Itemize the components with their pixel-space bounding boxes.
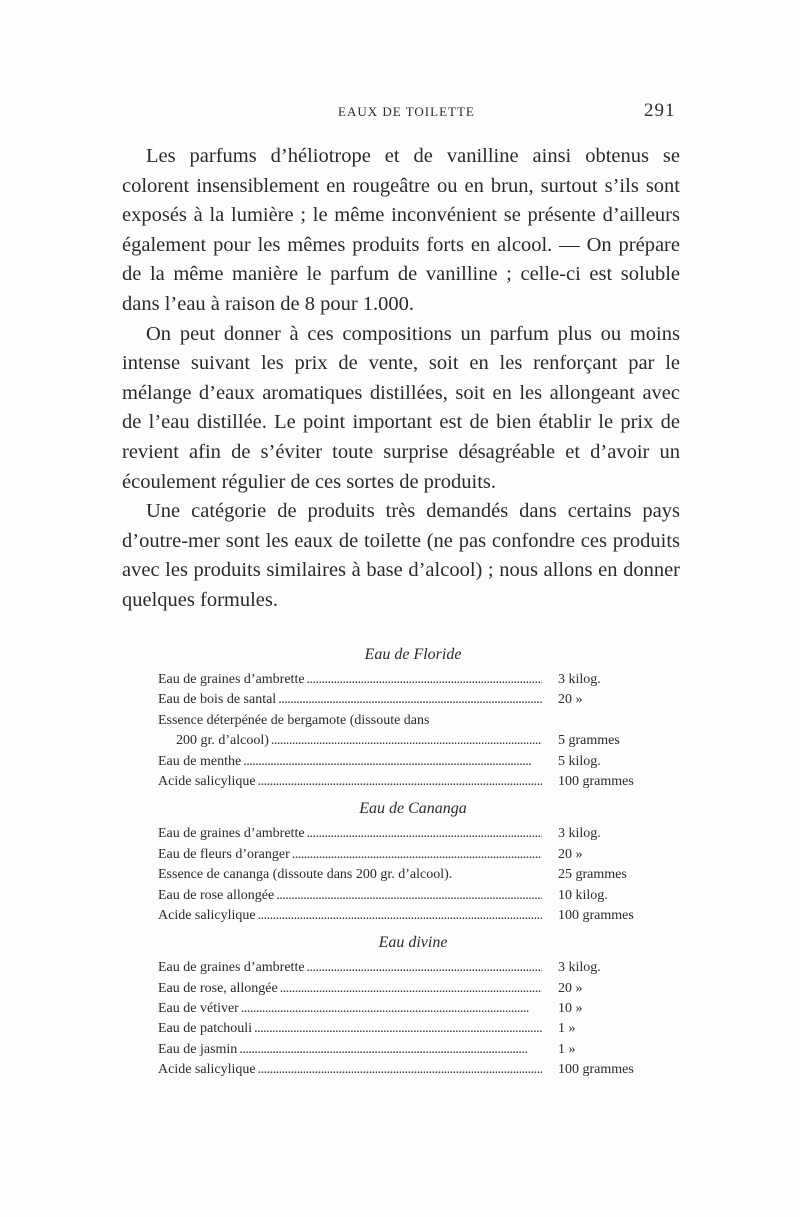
page-number: 291 (644, 100, 676, 121)
ingredient-quantity: 1 » (558, 1021, 576, 1037)
ingredient-name: Acide salicylique (158, 773, 256, 789)
dot-leader (271, 731, 542, 751)
ingredient-quantity: 10 kilog. (558, 887, 608, 903)
dot-leader (307, 670, 542, 690)
running-head-title: EAUX DE TOILETTE (338, 104, 475, 119)
ingredient-name: Essence de cananga (dissoute dans 200 gr. d’alcool). (158, 867, 453, 883)
dot-leader (254, 1019, 542, 1039)
ingredient-quantity: 5 grammes (558, 733, 620, 749)
formula-eau-divine (158, 932, 658, 1080)
ingredient-quantity: 20 » (558, 692, 583, 708)
formula-title: Eau divine (378, 934, 448, 952)
ingredient-row (158, 845, 658, 865)
ingredient-list (158, 958, 658, 1080)
dot-leader (280, 979, 542, 999)
dot-leader (276, 886, 542, 906)
ingredient-name: Eau de vétiver (158, 1001, 239, 1017)
dot-leader (258, 772, 542, 792)
formula-list (158, 644, 658, 1087)
ingredient-name: Eau de rose allongée (158, 887, 275, 903)
ingredient-row (158, 865, 658, 885)
ingredient-row (158, 999, 658, 1019)
dot-leader (307, 824, 542, 844)
ingredient-quantity: 25 grammes (558, 867, 627, 883)
ingredient-name: Acide salicylique (158, 1062, 256, 1078)
ingredient-row (158, 1060, 658, 1080)
ingredient-name: Eau de graines d’ambrette (158, 826, 305, 842)
formula-title: Eau de Cananga (359, 800, 467, 818)
formula-title: Eau de Floride (364, 646, 462, 663)
ingredient-name: Eau de patchouli (158, 1021, 253, 1037)
ingredient-quantity: 100 grammes (558, 1062, 634, 1078)
dot-leader (239, 1040, 542, 1060)
ingredient-name: Eau de rose, allongée (158, 980, 278, 996)
paragraph: Une catégorie de produits très demandés dans certains pays d’outre-mer sont les eaux de toilette (ne pas confondre ces produits avec les produits similaires à base d’alcool) ; nous allons en donner quelques formules. (122, 500, 680, 611)
dot-leader (243, 752, 542, 772)
ingredient-row (158, 979, 658, 999)
ingredient-quantity: 20 » (558, 980, 583, 996)
ingredient-quantity: 3 kilog. (558, 960, 601, 976)
dot-leader (241, 999, 542, 1019)
dot-leader (258, 906, 542, 926)
ingredient-list (158, 824, 658, 926)
ingredient-row (158, 958, 658, 978)
ingredient-quantity: 3 kilog. (558, 826, 601, 842)
ingredient-name: Eau de menthe (158, 753, 242, 769)
running-head (0, 100, 800, 128)
ingredient-row (158, 690, 658, 710)
paragraph: On peut donner à ces compositions un parfum plus ou moins intense suivant les prix de vente, soit en les renforçant par le mélange d’eaux aromatiques distillées, soit en les allongeant avec de l’eau distillée. Le point important est de bien établir le prix de revient afin de s’éviter toute surprise désagréable et d’avoir un écoulement régulier de ces sortes de produits. (122, 322, 680, 493)
ingredient-quantity: 10 » (558, 1001, 583, 1017)
ingredient-row (158, 752, 658, 772)
ingredient-name: Eau de graines d’ambrette (158, 672, 305, 687)
dot-leader (307, 958, 542, 978)
paragraph: Les parfums d’héliotrope et de vanilline ainsi obtenus se colorent insensiblement en rougeâtre ou en brun, surtout s’ils sont exposés à la lumière ; le même inconvénient se présente d’ailleurs également pour les mêmes produits forts en alcool. — On prépare de la même manière le parfum de vanilline ; celle-ci est soluble dans l’eau à raison de 8 pour 1.000. (122, 145, 680, 315)
ingredient-name: Eau de jasmin (158, 1041, 238, 1057)
ingredient-row (158, 1040, 658, 1060)
ingredient-row (158, 824, 658, 844)
ingredient-name: Eau de bois de santal (158, 692, 277, 708)
ingredient-name: Eau de fleurs d’oranger (158, 846, 290, 862)
ingredient-row (158, 886, 658, 906)
ingredient-quantity: 1 » (558, 1041, 576, 1057)
ingredient-row (158, 906, 658, 926)
ingredient-list (158, 670, 658, 792)
ingredient-row (158, 1019, 658, 1039)
ingredient-quantity: 100 grammes (558, 773, 634, 789)
formula-eau-de-floride (158, 644, 658, 792)
ingredient-quantity: 20 » (558, 846, 583, 862)
body-text (122, 142, 680, 616)
ingredient-name: Eau de graines d’ambrette (158, 960, 305, 976)
dot-leader (278, 690, 542, 710)
formula-eau-de-cananga (158, 798, 658, 926)
dot-leader (292, 845, 542, 865)
ingredient-name: Essence déterpénée de bergamote (dissoute dans (158, 712, 430, 728)
dot-leader (258, 1060, 542, 1080)
ingredient-row (158, 731, 658, 751)
ingredient-name: 200 gr. d’alcool) (176, 733, 269, 749)
ingredient-quantity: 5 kilog. (558, 753, 601, 769)
ingredient-quantity: 3 kilog. (558, 672, 601, 687)
ingredient-quantity: 100 grammes (558, 907, 634, 923)
ingredient-row (158, 670, 658, 690)
ingredient-row (158, 711, 658, 731)
ingredient-name: Acide salicylique (158, 907, 256, 923)
ingredient-row (158, 772, 658, 792)
